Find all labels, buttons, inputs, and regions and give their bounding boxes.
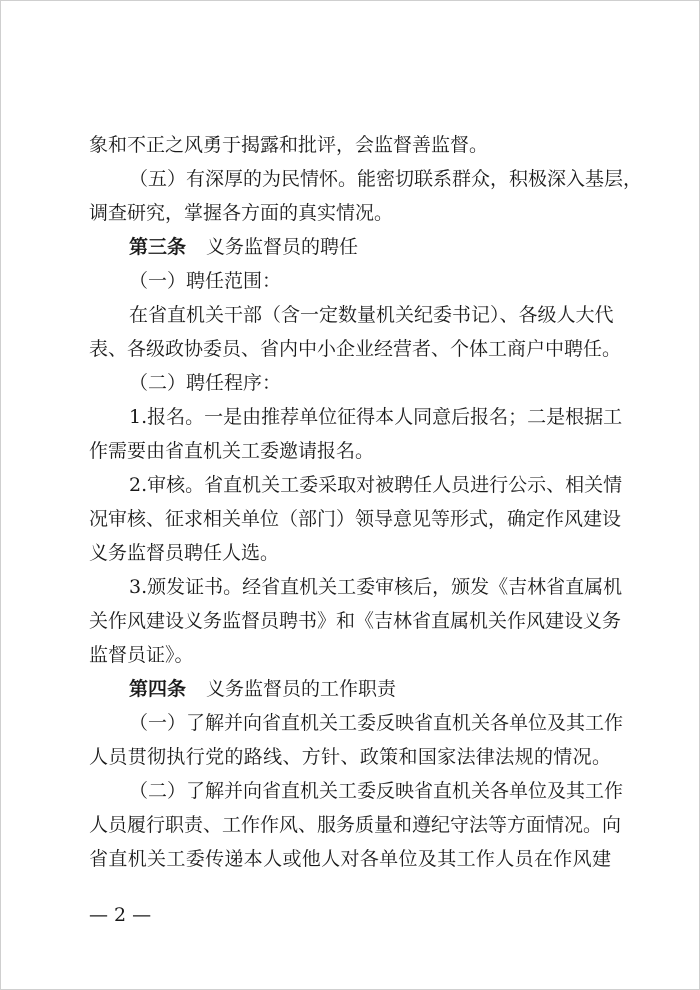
body-line-18-text: （一）了解并向省直机关工委反映省直机关各单位及其工作 [129, 712, 624, 734]
body-line-14 [89, 570, 623, 604]
body-line-3 [89, 196, 611, 230]
body-line-3-text: 调查研究，掌握各方面的真实情况。 [89, 202, 394, 224]
body-line-14-text: 3.颁发证书。经省直机关工委审核后，颁发《吉林省直属机 [129, 576, 623, 598]
body-line-22-text: 省直机关工委传递本人或他人对各单位及其工作人员在作风建 [89, 848, 611, 870]
body-line-22 [89, 842, 611, 876]
body-line-1-text: 象和不正之风勇于揭露和批评，会监督善监督。 [89, 134, 489, 156]
body-line-7 [89, 332, 622, 366]
body-line-11 [89, 468, 623, 502]
body-line-5-text: （一）聘任范围： [129, 270, 282, 292]
body-line-8 [89, 366, 611, 400]
body-line-16-text: 监督员证》。 [89, 644, 194, 666]
body-line-10-text: 作需要由省直机关工委邀请报名。 [89, 440, 375, 462]
body-line-19 [89, 740, 611, 774]
document-body [89, 128, 643, 876]
article-4-heading [89, 672, 611, 706]
body-line-12 [89, 502, 622, 536]
body-line-5 [89, 264, 611, 298]
body-line-1 [89, 128, 611, 162]
body-line-13 [89, 536, 611, 570]
body-line-20 [89, 774, 624, 808]
body-line-21-text: 人员履行职责、工作作风、服务质量和遵纪守法等方面情况。向 [89, 814, 622, 836]
body-line-20-text: （二）了解并向省直机关工委反映省直机关各单位及其工作 [129, 780, 624, 802]
body-line-9 [89, 400, 623, 434]
body-line-2 [89, 162, 643, 196]
body-line-21 [89, 808, 622, 842]
body-line-6 [89, 298, 614, 332]
page-number: — 2 — [89, 904, 152, 926]
body-line-15-text: 关作风建设义务监督员聘书》和《吉林省直属机关作风建设义务 [89, 610, 622, 632]
body-line-12-text: 况审核、征求相关单位（部门）领导意见等形式，确定作风建设 [89, 508, 622, 530]
body-line-13-text: 义务监督员聘任人选。 [89, 542, 280, 564]
article-3-title: 义务监督员的聘任 [206, 236, 359, 258]
article-3-number: 第三条 [129, 236, 187, 258]
body-line-8-text: （二）聘任程序： [129, 372, 282, 394]
body-line-19-text: 人员贯彻执行党的路线、方针、政策和国家法律法规的情况。 [89, 746, 611, 768]
body-line-16 [89, 638, 611, 672]
body-line-18 [89, 706, 624, 740]
article-4-number: 第四条 [129, 678, 187, 700]
body-line-2-text: （五）有深厚的为民情怀。能密切联系群众，积极深入基层， [129, 168, 643, 190]
body-line-9-text: 1.报名。一是由推荐单位征得本人同意后报名；二是根据工 [129, 406, 623, 428]
body-line-11-text: 2.审核。省直机关工委采取对被聘任人员进行公示、相关情 [129, 474, 623, 496]
article-3-heading [89, 230, 611, 264]
body-line-7-text: 表、各级政协委员、省内中小企业经营者、个体工商户中聘任。 [89, 338, 622, 360]
body-line-15 [89, 604, 622, 638]
body-line-6-text: 在省直机关干部（含一定数量机关纪委书记）、各级人大代 [129, 304, 614, 326]
article-4-title: 义务监督员的工作职责 [206, 678, 397, 700]
body-line-10 [89, 434, 611, 468]
